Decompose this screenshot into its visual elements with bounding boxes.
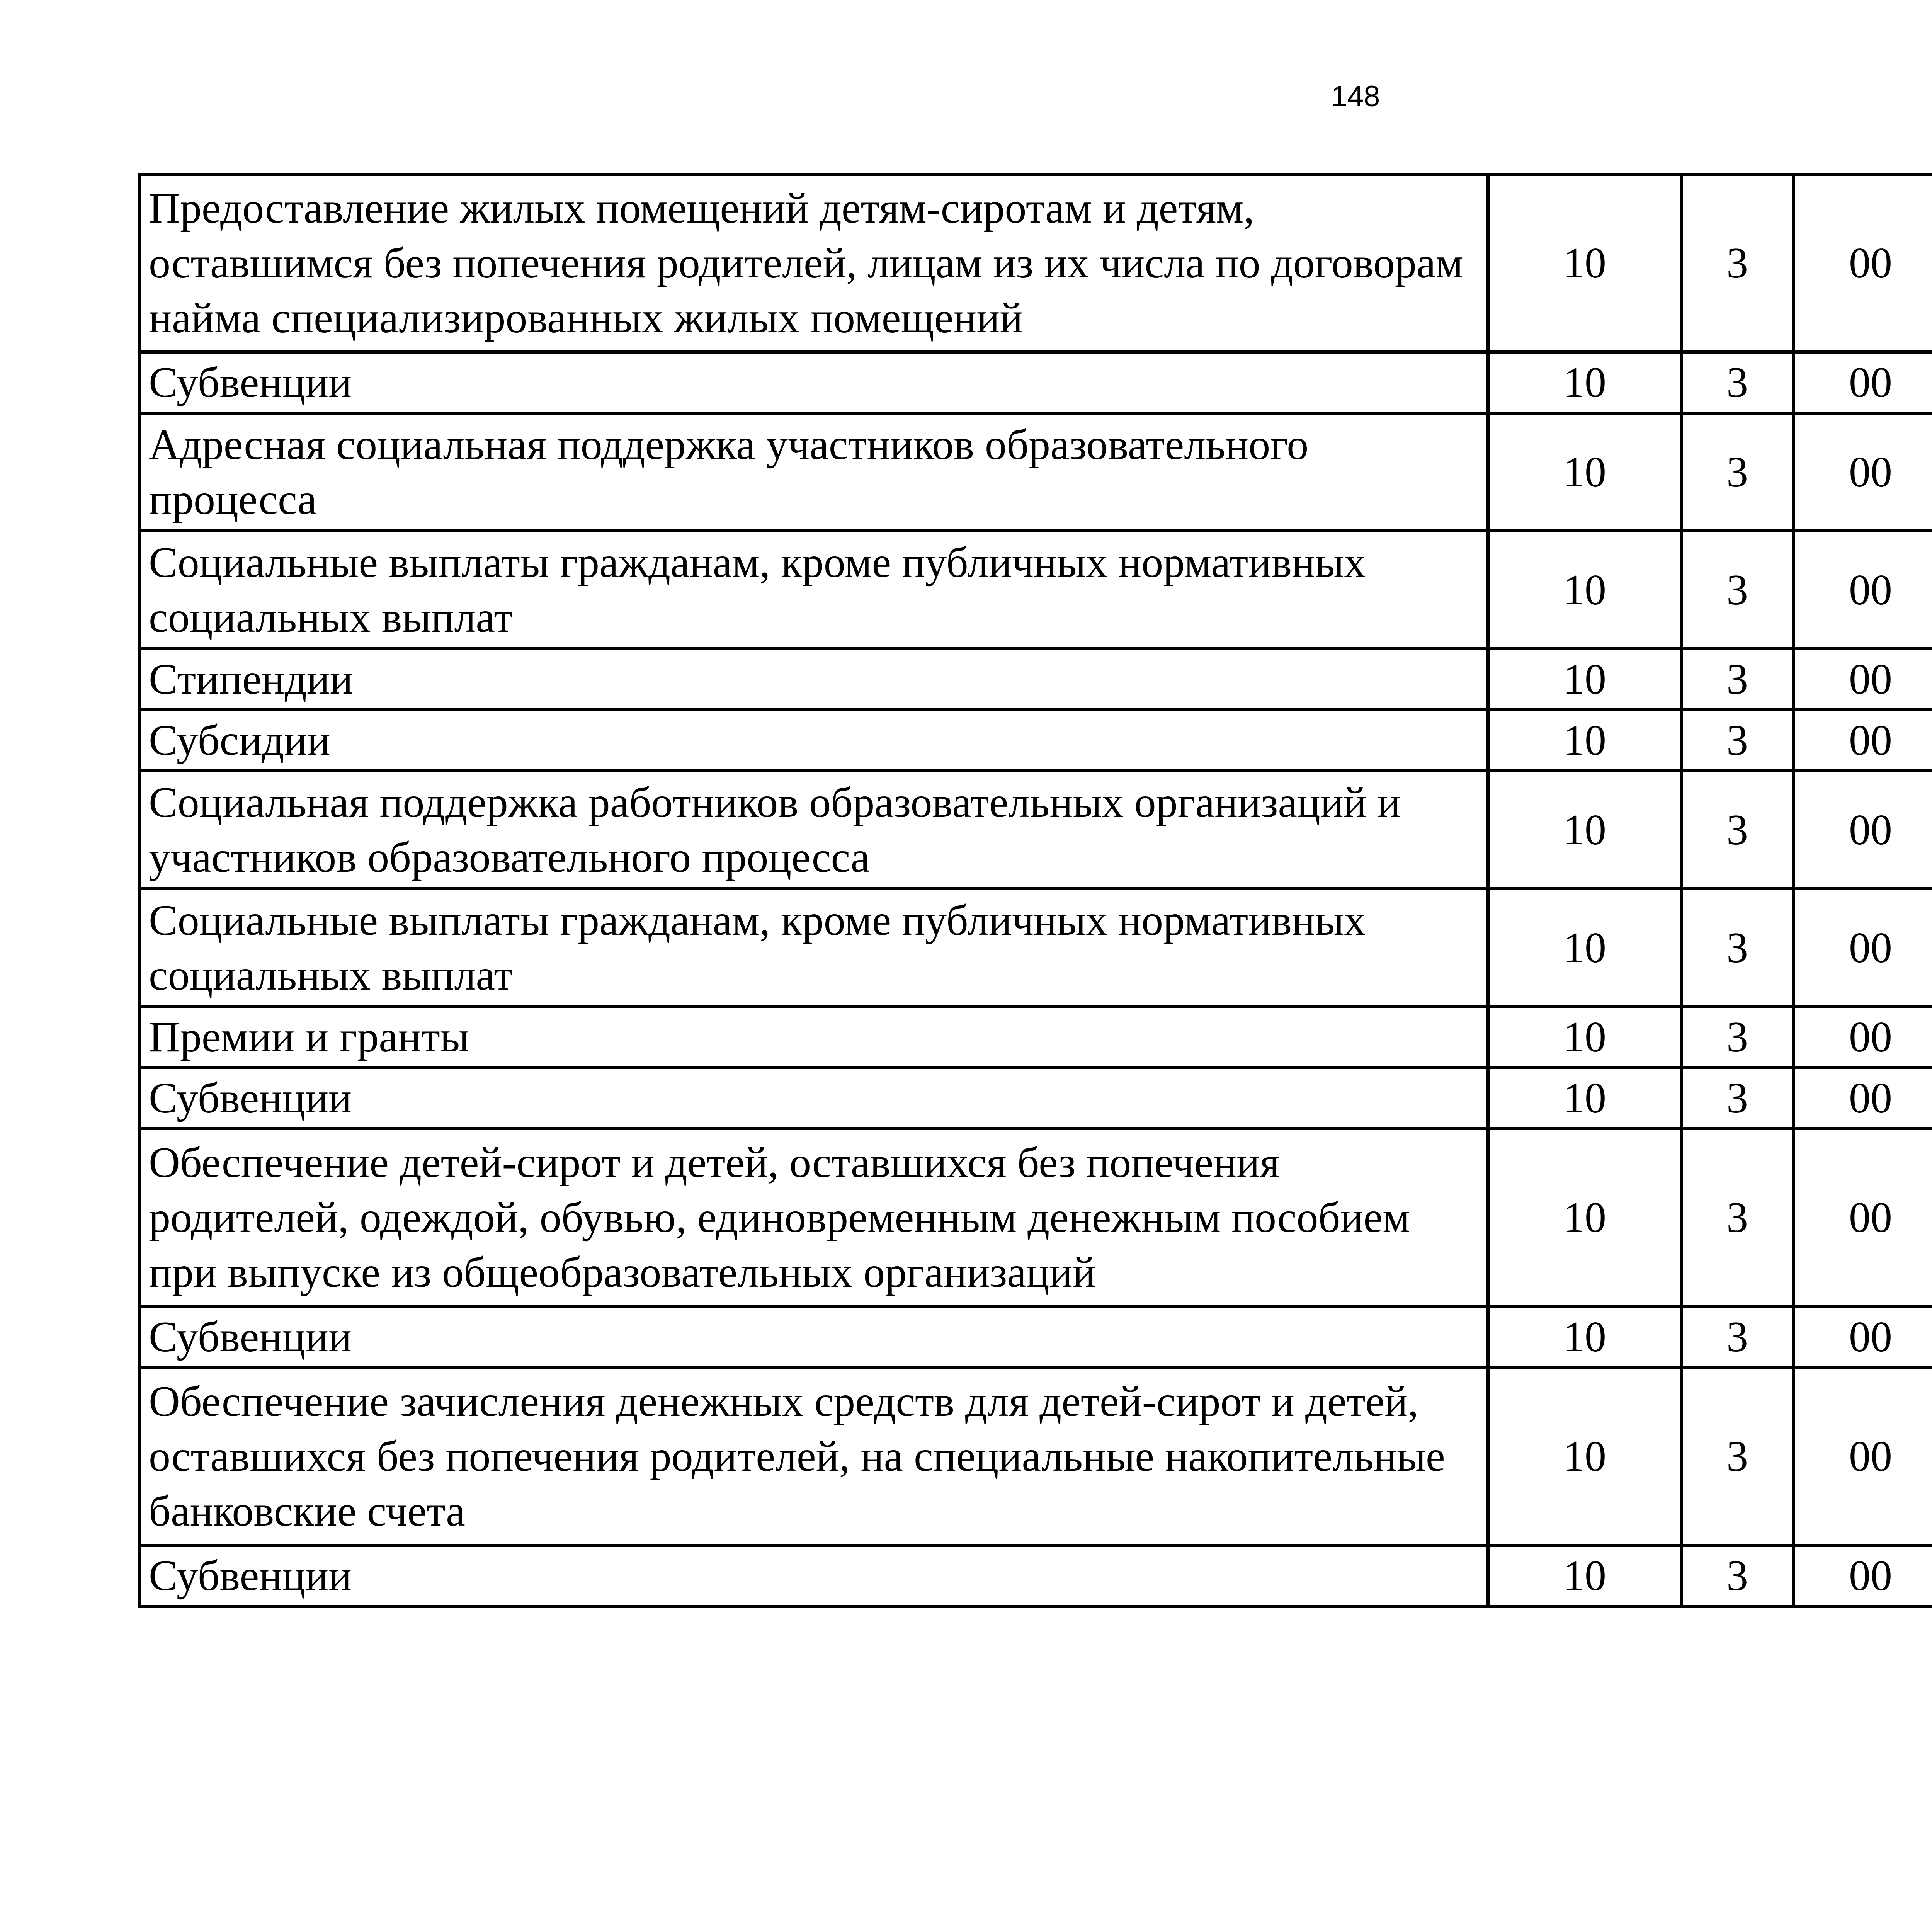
program-code-cell: 00 [1793,1545,1932,1606]
row-name-cell: Социальные выплаты гражданам, кроме публичных нормативных социальных выплат [139,889,1488,1007]
section-code-cell: 10 [1488,649,1681,710]
table-row [139,413,1932,531]
section-code-cell: 10 [1488,1306,1681,1368]
table-row [139,1007,1932,1068]
section-code-cell: 10 [1488,1068,1681,1129]
subsection-code-cell: 3 [1681,710,1793,771]
program-code-cell: 00 [1793,1306,1932,1368]
table-row [139,174,1932,352]
program-code-cell: 00 [1793,771,1932,889]
subsection-code-cell: 3 [1681,771,1793,889]
row-name-cell: Субвенции [139,1306,1488,1368]
subsection-code-cell: 3 [1681,531,1793,649]
row-name-cell: Обеспечение детей-сирот и детей, оставшихся без попечения родителей, одеждой, обувью, единовременным денежным пособием при выпуске из общеобразовательных организаций [139,1129,1488,1306]
row-name-cell: Стипендии [139,649,1488,710]
program-code-cell: 00 [1793,1368,1932,1545]
program-code-cell: 00 [1793,1007,1932,1068]
section-code-cell: 10 [1488,1545,1681,1606]
section-code-cell: 10 [1488,889,1681,1007]
subsection-code-cell: 3 [1681,889,1793,1007]
row-name-cell: Адресная социальная поддержка участников образовательного процесса [139,413,1488,531]
section-code-cell: 10 [1488,1007,1681,1068]
table-row [139,649,1932,710]
page-number: 148 [1331,80,1380,113]
subsection-code-cell: 3 [1681,174,1793,352]
subsection-code-cell: 3 [1681,352,1793,413]
table-row [139,1068,1932,1129]
row-name-cell: Премии и гранты [139,1007,1488,1068]
row-name-cell: Обеспечение зачисления денежных средств для детей-сирот и детей, оставшихся без попечения родителей, на специальные накопительные банковские счета [139,1368,1488,1545]
table-row [139,1368,1932,1545]
table-row [139,710,1932,771]
section-code-cell: 10 [1488,1368,1681,1545]
program-code-cell: 00 [1793,649,1932,710]
section-code-cell: 10 [1488,531,1681,649]
row-name-cell: Субвенции [139,1545,1488,1606]
row-name-cell: Субсидии [139,710,1488,771]
section-code-cell: 10 [1488,710,1681,771]
program-code-cell: 00 [1793,710,1932,771]
subsection-code-cell: 3 [1681,413,1793,531]
budget-table [138,173,1932,1608]
row-name-cell: Субвенции [139,1068,1488,1129]
table-row [139,771,1932,889]
row-name-cell: Предоставление жилых помещений детям-сиротам и детям, оставшимся без попечения родителей, лицам из их числа по договорам найма специализированных жилых помещений [139,174,1488,352]
row-name-cell: Социальная поддержка работников образовательных организаций и участников образовательного процесса [139,771,1488,889]
subsection-code-cell: 3 [1681,649,1793,710]
section-code-cell: 10 [1488,174,1681,352]
program-code-cell: 00 [1793,1068,1932,1129]
section-code-cell: 10 [1488,1129,1681,1306]
subsection-code-cell: 3 [1681,1068,1793,1129]
subsection-code-cell: 3 [1681,1306,1793,1368]
row-name-cell: Социальные выплаты гражданам, кроме публичных нормативных социальных выплат [139,531,1488,649]
program-code-cell: 00 [1793,1129,1932,1306]
row-name-cell: Субвенции [139,352,1488,413]
table-row [139,1545,1932,1606]
subsection-code-cell: 3 [1681,1129,1793,1306]
subsection-code-cell: 3 [1681,1545,1793,1606]
table-row [139,1129,1932,1306]
program-code-cell: 00 [1793,174,1932,352]
section-code-cell: 10 [1488,413,1681,531]
table-row [139,352,1932,413]
table-row [139,889,1932,1007]
program-code-cell: 00 [1793,889,1932,1007]
program-code-cell: 00 [1793,413,1932,531]
table-row [139,531,1932,649]
program-code-cell: 00 [1793,531,1932,649]
subsection-code-cell: 3 [1681,1007,1793,1068]
section-code-cell: 10 [1488,771,1681,889]
program-code-cell: 00 [1793,352,1932,413]
section-code-cell: 10 [1488,352,1681,413]
table-row [139,1306,1932,1368]
subsection-code-cell: 3 [1681,1368,1793,1545]
